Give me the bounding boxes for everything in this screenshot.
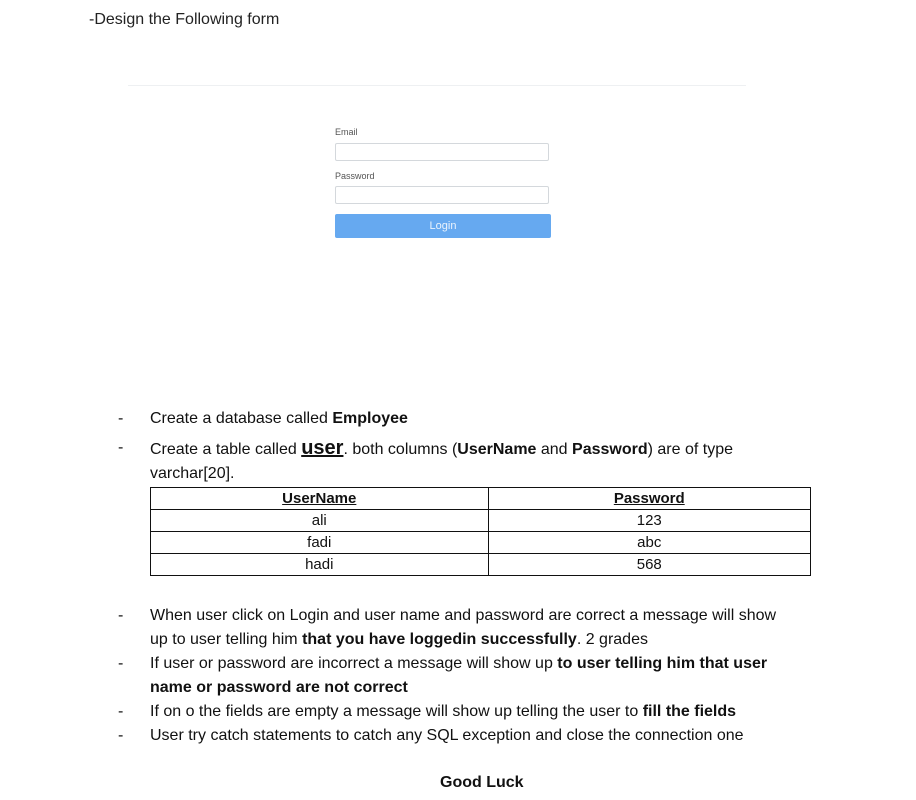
task-item-database <box>118 407 808 431</box>
bullet-dash: - <box>118 655 124 672</box>
table-cell: 568 <box>488 554 811 576</box>
requirements-list <box>118 604 798 748</box>
task-text: and <box>536 441 573 458</box>
requirement-text: If user or password are incorrect a message will show up <box>150 655 558 672</box>
page-heading: -Design the Following form <box>89 11 280 28</box>
task-item-table <box>118 436 768 486</box>
task-text: Create a table called <box>150 441 302 458</box>
closing-text: Good Luck <box>440 774 524 791</box>
column-name: UserName <box>457 441 537 458</box>
column-header: UserName <box>151 488 489 510</box>
requirement-emphasis: that you have loggedin successfully <box>302 631 577 648</box>
bullet-dash: - <box>118 703 124 720</box>
table-header-row <box>151 488 811 510</box>
requirement-item <box>118 724 798 748</box>
table-cell: ali <box>151 510 489 532</box>
users-table <box>150 487 811 576</box>
requirement-emphasis: fill the fields <box>642 703 737 720</box>
table-cell: abc <box>488 532 811 554</box>
requirement-text: User try catch statements to catch any SQL exception and close the connection one <box>150 727 744 744</box>
table-row <box>151 554 811 576</box>
login-form <box>128 85 746 286</box>
login-button[interactable]: Login <box>335 214 551 238</box>
bullet-dash: - <box>118 727 124 744</box>
requirement-item <box>118 604 798 652</box>
requirement-emphasis: to user telling him that user name or password are not correct <box>150 655 768 696</box>
column-name: Password <box>572 441 648 458</box>
password-label: Password <box>335 171 375 181</box>
password-input[interactable] <box>335 186 549 204</box>
requirement-item <box>118 700 798 724</box>
task-text: ) are of type varchar[20]. <box>150 441 733 482</box>
requirement-text: When user click on Login and user name and password are correct a message will show up to user telling him <box>150 607 777 648</box>
table-row <box>151 510 811 532</box>
email-label: Email <box>335 127 358 137</box>
task-list <box>118 407 808 486</box>
requirement-text: If on o the fields are empty a message will show up telling the user to <box>150 703 643 720</box>
table-cell: 123 <box>488 510 811 532</box>
column-header: Password <box>488 488 811 510</box>
table-name: user <box>301 437 344 459</box>
table-cell: fadi <box>151 532 489 554</box>
bullet-dash: - <box>118 439 124 456</box>
table-row <box>151 532 811 554</box>
task-text: Create a database called <box>150 410 333 427</box>
table-cell: hadi <box>151 554 489 576</box>
requirement-text: . 2 grades <box>576 631 648 648</box>
bullet-dash: - <box>118 607 124 624</box>
task-text: . both columns ( <box>343 441 458 458</box>
bullet-dash: - <box>118 410 124 427</box>
requirement-item <box>118 652 798 700</box>
email-input[interactable] <box>335 143 549 161</box>
database-name: Employee <box>332 410 408 427</box>
